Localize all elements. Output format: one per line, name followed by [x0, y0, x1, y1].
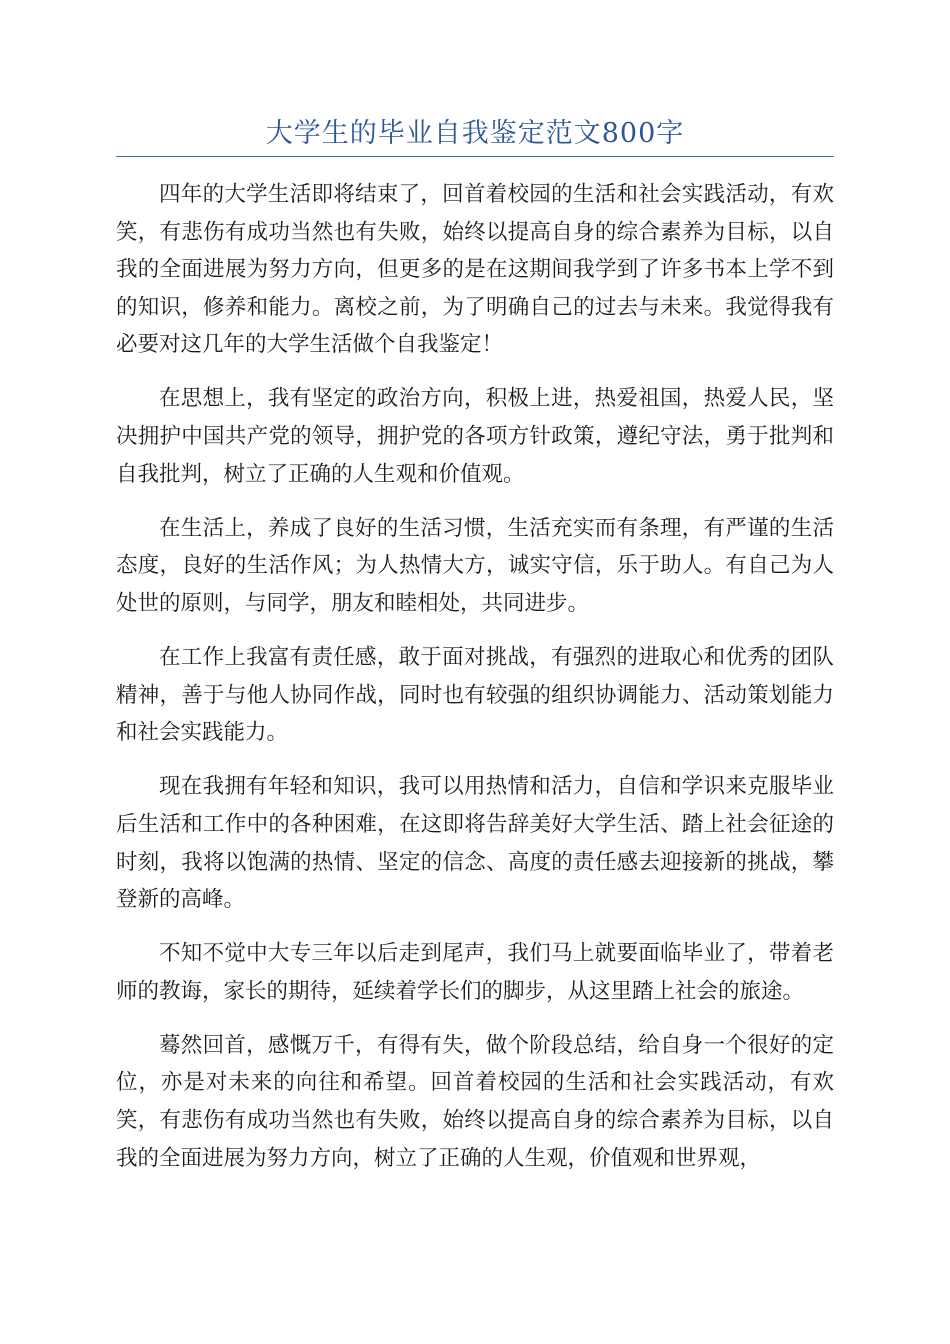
document-title: 大学生的毕业自我鉴定范文800字 [265, 118, 685, 149]
paragraph-7: 蓦然回首，感慨万千，有得有失，做个阶段总结，给自身一个很好的定位，亦是对未来的向往和希望。回首着校园的生活和社会实践活动，有欢笑，有悲伤有成功当然也有失败，始终以提高自身的综合素养为目标，以自我的全面进展为努力方向，树立了正确的人生观，价值观和世界观， [116, 1032, 834, 1171]
paragraph-3: 在生活上，养成了良好的生活习惯，生活充实而有条理，有严谨的生活态度，良好的生活作风；为人热情大方，诚实守信，乐于助人。有自己为人处世的原则，与同学，朋友和睦相处，共同进步。 [116, 515, 834, 616]
document-body [116, 176, 834, 1194]
paragraph-6: 不知不觉中大专三年以后走到尾声，我们马上就要面临毕业了，带着老师的教诲，家长的期待，延续着学长们的脚步，从这里踏上社会的旅途。 [116, 941, 834, 1004]
paragraph-1: 四年的大学生活即将结束了，回首着校园的生活和社会实践活动，有欢笑，有悲伤有成功当然也有失败，始终以提高自身的综合素养为目标，以自我的全面进展为努力方向，但更多的是在这期间我学到了许多书本上学不到的知识，修养和能力。离校之前，为了明确自己的过去与未来。我觉得我有必要对这几年的大学生活做个自我鉴定！ [116, 182, 834, 358]
paragraph-5: 现在我拥有年轻和知识，我可以用热情和活力，自信和学识来克服毕业后生活和工作中的各种困难，在这即将告辞美好大学生活、踏上社会征途的时刻，我将以饱满的热情、坚定的信念、高度的责任感去迎接新的挑战，攀登新的高峰。 [116, 774, 834, 913]
paragraph-2: 在思想上，我有坚定的政治方向，积极上进，热爱祖国，热爱人民，坚决拥护中国共产党的领导，拥护党的各项方针政策，遵纪守法，勇于批判和自我批判，树立了正确的人生观和价值观。 [116, 386, 834, 487]
title-bar [116, 112, 834, 157]
paragraph-4: 在工作上我富有责任感，敢于面对挑战，有强烈的进取心和优秀的团队精神，善于与他人协同作战，同时也有较强的组织协调能力、活动策划能力和社会实践能力。 [116, 645, 834, 746]
